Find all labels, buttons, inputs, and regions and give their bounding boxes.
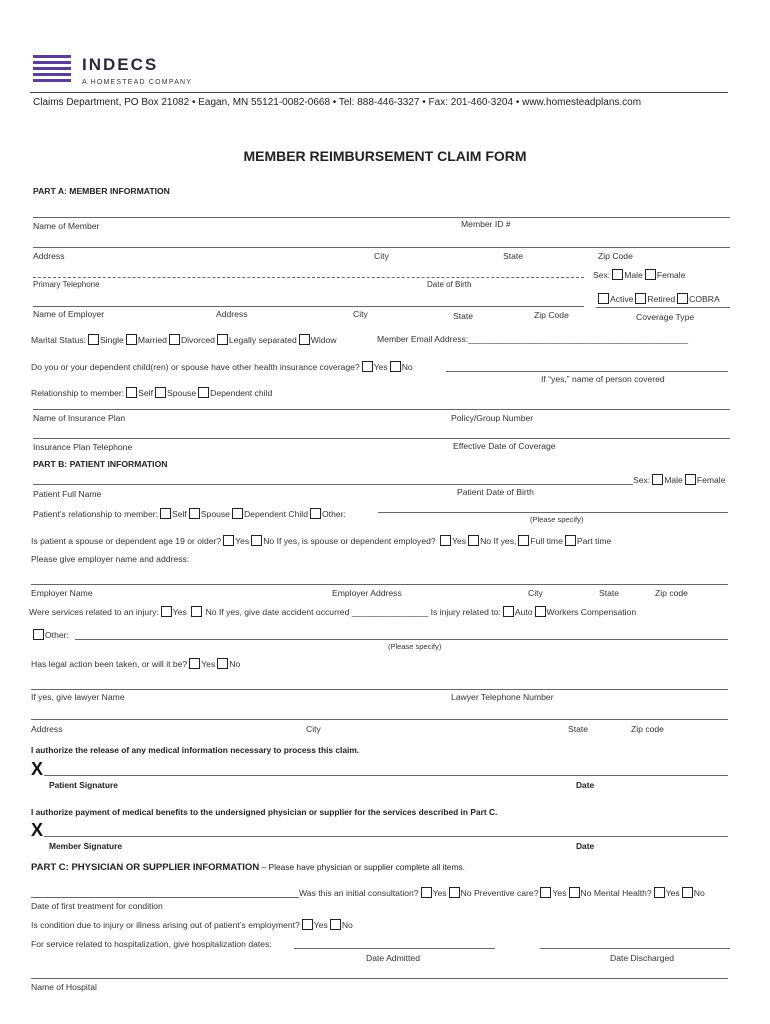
employed-no-checkbox[interactable] <box>468 535 479 546</box>
no-label: No <box>401 362 413 372</box>
relationship-row <box>31 387 272 398</box>
patient-male-label: Male <box>664 475 683 485</box>
cobra-checkbox[interactable] <box>677 293 688 304</box>
brand-name: INDECS <box>82 55 159 74</box>
injury-other-checkbox[interactable] <box>33 629 44 640</box>
insurance-phone-label: Insurance Plan Telephone <box>33 442 133 452</box>
part-time-checkbox[interactable] <box>565 535 576 546</box>
part-time-label: Part time <box>576 536 612 546</box>
initial-consult-question: Was this an initial consultation? <box>299 888 419 898</box>
employer-state-label: State <box>453 311 474 321</box>
logo-mark-icon <box>33 55 71 85</box>
condition-no-label: No <box>341 920 353 930</box>
consult-yes-checkbox[interactable] <box>421 887 432 898</box>
patient-female-label: Female <box>696 475 726 485</box>
preventive-question: No Preventive care? <box>460 888 539 898</box>
patient-sex-label: Sex: <box>633 475 651 485</box>
consult-yes-label: Yes <box>432 888 447 898</box>
patient-dependent-label: Dependent Child <box>243 509 308 519</box>
injury-question: Were services related to an injury: <box>29 607 159 617</box>
hospitalization-label: For service related to hospitalization, give hospitalization dates: <box>31 939 272 949</box>
separated-label: Legally separated <box>228 335 297 345</box>
date-admitted-label: Date Admitted <box>366 953 420 963</box>
employer-city-b-label: City <box>528 588 543 598</box>
please-specify-2-label: (Please specify) <box>388 642 442 651</box>
retired-label: Retired <box>647 294 676 304</box>
divorced-label: Divorced <box>180 335 215 345</box>
condition-yes-checkbox[interactable] <box>302 919 313 930</box>
age19-no-label: No If yes, is spouse or dependent employed? <box>263 536 436 546</box>
patient-self-checkbox[interactable] <box>160 508 171 519</box>
full-time-label: Full time <box>530 536 563 546</box>
auto-label: Auto <box>514 607 533 617</box>
mental-no-checkbox[interactable] <box>682 887 693 898</box>
condition-yes-label: Yes <box>313 920 328 930</box>
sex-label: Sex: <box>593 270 611 280</box>
injury-no-checkbox[interactable] <box>191 606 202 617</box>
workers-comp-label: Workers Compensation <box>546 607 637 617</box>
workers-comp-checkbox[interactable] <box>535 606 546 617</box>
person-covered-line[interactable] <box>446 371 728 372</box>
page-title: MEMBER REIMBURSEMENT CLAIM FORM <box>243 148 527 164</box>
address-row-line[interactable] <box>33 247 730 248</box>
policy-group-label: Policy/Group Number <box>451 413 534 423</box>
retired-checkbox[interactable] <box>635 293 646 304</box>
marital-row <box>31 334 337 345</box>
patient-name-line[interactable] <box>33 484 633 485</box>
injury-no-label: No If yes, give date accident occurred ________________ <box>205 607 429 617</box>
mental-yes-label: Yes <box>665 888 680 898</box>
injury-other-label: Other: <box>45 630 69 640</box>
please-specify-label: (Please specify) <box>530 515 584 524</box>
date-discharged-label: Date Discharged <box>610 953 675 963</box>
cobra-label: COBRA <box>689 294 720 304</box>
state-label: State <box>503 251 524 261</box>
lawyer-phone-label: Lawyer Telephone Number <box>451 692 554 702</box>
single-label: Single <box>99 335 124 345</box>
lawyer-city-label: City <box>306 724 321 734</box>
employed-yes-label: Yes <box>452 536 467 546</box>
preventive-no-checkbox[interactable] <box>569 887 580 898</box>
lawyer-name-label: If yes, give lawyer Name <box>31 692 125 702</box>
zip-label: Zip Code <box>598 251 633 261</box>
other-coverage-yes-checkbox[interactable] <box>362 361 373 372</box>
authorize-release-text: I authorize the release of any medical information necessary to process this claim. <box>31 745 360 755</box>
patient-other-line[interactable] <box>378 512 728 513</box>
member-signature-x: X <box>31 820 44 840</box>
widow-label: Widow <box>310 335 337 345</box>
consult-row <box>299 887 705 898</box>
legal-yes-label: Yes <box>201 659 216 669</box>
date-admitted-line[interactable] <box>294 948 495 949</box>
auto-checkbox[interactable] <box>503 606 514 617</box>
legal-no-label: No <box>229 659 241 669</box>
widow-checkbox[interactable] <box>299 334 310 345</box>
yes-label: Yes <box>373 362 388 372</box>
legal-no-checkbox[interactable] <box>217 658 228 669</box>
active-label: Active <box>610 294 634 304</box>
patient-signature-line[interactable] <box>44 775 728 776</box>
other-coverage-question: Do you or your dependent child(ren) or spouse have other health insurance coverage? <box>31 362 360 372</box>
injury-related-label: Is injury related to: <box>430 607 501 617</box>
brand-tagline: A HOMESTEAD COMPANY <box>82 79 193 86</box>
member-email-field[interactable]: Member Email Address:______________________________________________ <box>377 334 689 344</box>
age19-question: Is patient a spouse or dependent age 19 or older? <box>31 536 222 546</box>
mental-yes-checkbox[interactable] <box>654 887 665 898</box>
patient-signature-x: X <box>31 759 44 779</box>
female-label: Female <box>656 270 686 280</box>
patient-spouse-checkbox[interactable] <box>189 508 200 519</box>
patient-spouse-label: Spouse <box>200 509 230 519</box>
injury-other-line[interactable] <box>75 639 728 640</box>
effective-date-label: Effective Date of Coverage <box>453 441 556 451</box>
condition-no-checkbox[interactable] <box>330 919 341 930</box>
lawyer-line[interactable] <box>31 689 728 690</box>
rel-dependent-label: Dependent child <box>210 388 273 398</box>
patient-name-label: Patient Full Name <box>33 489 102 499</box>
patient-relationship-row <box>33 508 346 519</box>
member-signature-label: Member Signature <box>49 841 123 851</box>
patient-sex-row <box>633 474 726 485</box>
address-label: Address <box>33 251 65 261</box>
contact-info: Claims Department, PO Box 21082 • Eagan, MN 55121-0082-0668 • Tel: 888-446-3327 • Fax: 201-460-3204 • www.homesteadplans.com <box>33 97 642 108</box>
plan-phone-line[interactable] <box>33 438 730 439</box>
female-checkbox[interactable] <box>645 269 656 280</box>
patient-signature-label: Patient Signature <box>49 780 118 790</box>
consult-no-checkbox[interactable] <box>449 887 460 898</box>
male-checkbox[interactable] <box>612 269 623 280</box>
patient-self-label: Self <box>172 509 187 519</box>
employer-city-label: City <box>353 309 368 319</box>
patient-date-label: Date <box>576 780 595 790</box>
status-row <box>596 293 720 304</box>
mental-health-question: No Mental Health? <box>580 888 652 898</box>
if-yes-name-label: If “yes,” name of person covered <box>541 374 665 384</box>
part-a-heading: PART A: MEMBER INFORMATION <box>33 186 170 196</box>
plan-line-top <box>33 409 730 410</box>
injury-row <box>29 606 636 617</box>
mental-no-label: No <box>693 888 705 898</box>
patient-other-label: Other: <box>322 509 346 519</box>
part-b-heading: PART B: PATIENT INFORMATION <box>33 459 168 469</box>
employer-address-label: Address <box>216 309 248 319</box>
employer-info-line[interactable] <box>31 584 728 585</box>
single-checkbox[interactable] <box>88 334 99 345</box>
legal-row <box>31 658 240 669</box>
patient-female-checkbox[interactable] <box>685 474 696 485</box>
employer-zip-label: Zip Code <box>534 310 569 320</box>
employer-zip-b-label: Zip code <box>655 588 688 598</box>
employer-row-line[interactable] <box>33 306 584 307</box>
injury-other-row <box>31 629 69 640</box>
employer-address-b-label: Employer Address <box>332 588 402 598</box>
header-rule <box>30 92 728 93</box>
condition-row <box>31 919 353 930</box>
rel-spouse-checkbox[interactable] <box>155 387 166 398</box>
male-label: Male <box>624 270 643 280</box>
injury-yes-checkbox[interactable] <box>161 606 172 617</box>
active-checkbox[interactable] <box>598 293 609 304</box>
patient-dependent-checkbox[interactable] <box>232 508 243 519</box>
part-c-note: – Please have physician or supplier complete all items. <box>259 862 465 872</box>
rel-spouse-label: Spouse <box>166 388 197 398</box>
legal-yes-checkbox[interactable] <box>189 658 200 669</box>
city-label: City <box>374 251 389 261</box>
member-date-label: Date <box>576 841 595 851</box>
member-signature-line[interactable] <box>44 836 728 837</box>
divorced-checkbox[interactable] <box>169 334 180 345</box>
hospital-line[interactable] <box>31 978 728 979</box>
legal-question: Has legal action been taken, or will it be? <box>31 659 188 669</box>
employed-yes-checkbox[interactable] <box>440 535 451 546</box>
patient-other-checkbox[interactable] <box>310 508 321 519</box>
patient-male-checkbox[interactable] <box>652 474 663 485</box>
primary-telephone-label: Primary Telephone <box>33 280 100 289</box>
employed-no-label: No If yes, <box>480 536 517 546</box>
employer-name-label: Employer Name <box>31 588 93 598</box>
lawyer-zip-label: Zip code <box>631 724 664 734</box>
lawyer-address-line[interactable] <box>31 719 728 720</box>
name-of-employer-label: Name of Employer <box>33 309 105 319</box>
dob-label: Date of Birth <box>427 280 472 289</box>
lawyer-address-label: Address <box>31 724 63 734</box>
patient-dob-label: Patient Date of Birth <box>457 487 534 497</box>
separated-checkbox[interactable] <box>217 334 228 345</box>
hospital-label: Name of Hospital <box>31 982 97 992</box>
patient-relationship-label: Patient’s relationship to member: <box>33 509 158 519</box>
coverage-line <box>596 307 730 308</box>
first-treatment-line[interactable] <box>31 897 299 898</box>
insurance-plan-label: Name of Insurance Plan <box>33 413 126 423</box>
give-employer-label: Please give employer name and address: <box>31 554 190 564</box>
part-c-heading: PART C: PHYSICIAN OR SUPPLIER INFORMATION <box>31 862 260 873</box>
full-time-checkbox[interactable] <box>518 535 529 546</box>
other-coverage-no-checkbox[interactable] <box>390 361 401 372</box>
preventive-yes-label: Yes <box>552 888 567 898</box>
age19-row <box>31 535 611 546</box>
condition-question: Is condition due to injury or illness arising out of patient’s employment? <box>31 920 300 930</box>
relationship-label: Relationship to member: <box>31 388 125 398</box>
member-id-label: Member ID # <box>461 219 511 229</box>
employer-state-b-label: State <box>599 588 620 598</box>
first-treatment-label: Date of first treatment for condition <box>31 901 163 911</box>
rel-dependent-checkbox[interactable] <box>198 387 209 398</box>
injury-yes-label: Yes <box>172 607 187 617</box>
rel-self-checkbox[interactable] <box>126 387 137 398</box>
married-label: Married <box>137 335 167 345</box>
name-of-member-label: Name of Member <box>33 221 100 231</box>
age19-yes-label: Yes <box>235 536 250 546</box>
authorize-payment-text: I authorize payment of medical benefits to the undersigned physician or supplier for the services described in Part C. <box>31 807 498 817</box>
part-c-heading-row <box>31 862 465 873</box>
rel-self-label: Self <box>138 388 153 398</box>
coverage-type-label: Coverage Type <box>636 312 695 322</box>
married-checkbox[interactable] <box>126 334 137 345</box>
other-coverage-row <box>31 361 413 372</box>
phone-dob-line[interactable] <box>33 277 584 278</box>
age19-no-checkbox[interactable] <box>251 535 262 546</box>
preventive-yes-checkbox[interactable] <box>540 887 551 898</box>
marital-status-label: Marital Status: <box>31 335 86 345</box>
age19-yes-checkbox[interactable] <box>223 535 234 546</box>
date-discharged-line[interactable] <box>540 948 730 949</box>
member-row-line[interactable] <box>33 217 730 218</box>
lawyer-state-label: State <box>568 724 589 734</box>
sex-row <box>593 269 686 280</box>
